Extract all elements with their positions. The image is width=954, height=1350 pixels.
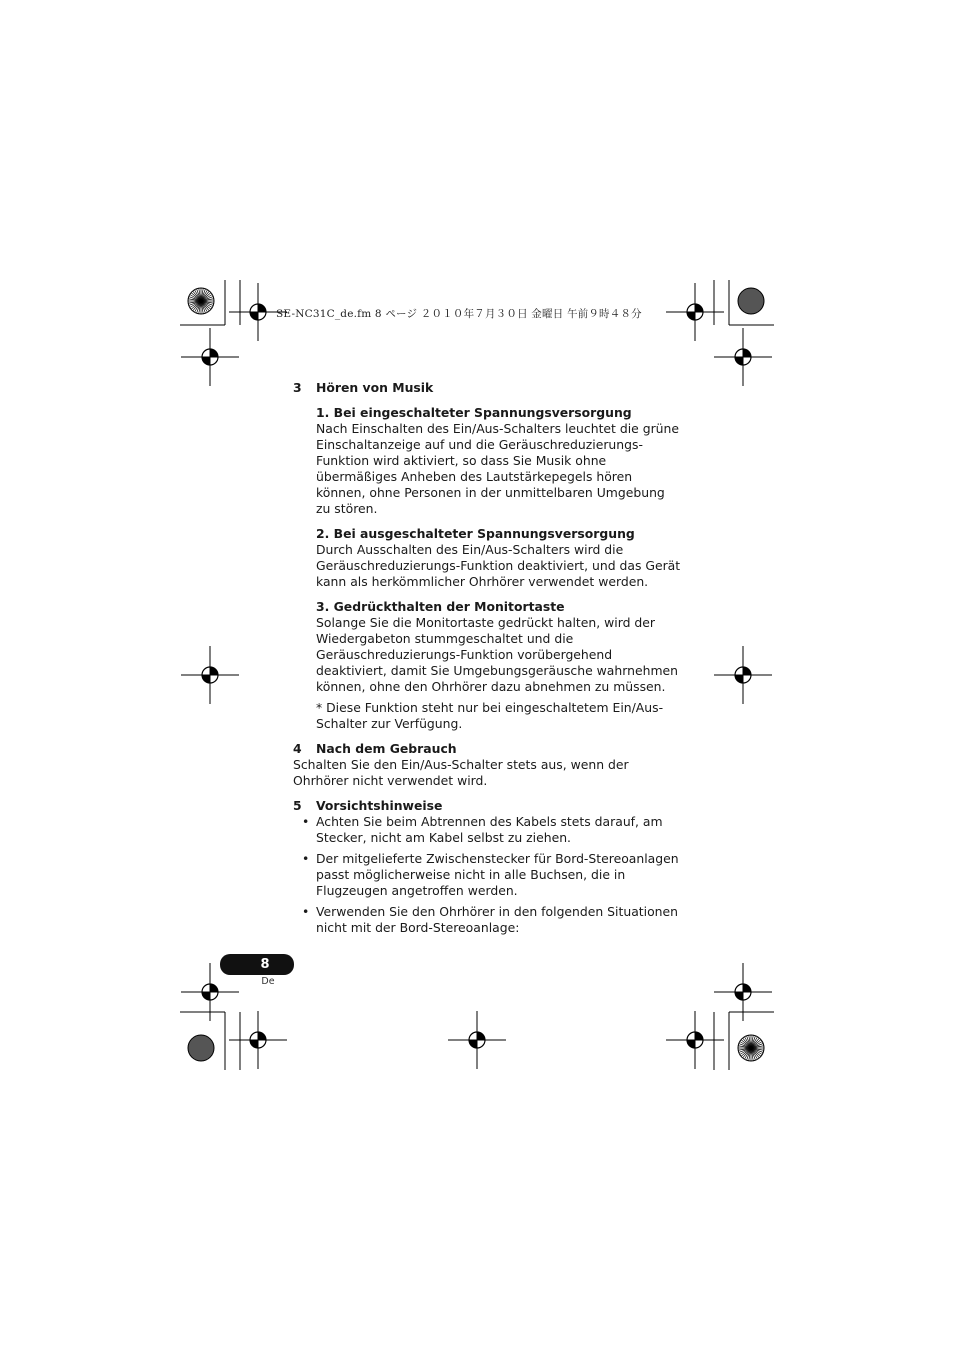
bullet-icon: • [302, 814, 310, 829]
precautions-list [293, 814, 683, 936]
section-precautions [293, 798, 683, 936]
section-title: Nach dem Gebrauch [316, 741, 457, 756]
list-item-text: Der mitgelieferte Zwischenstecker für Bord-Stereoanlagen passt möglicherweise nicht in alle Buchsen, die in Flugzeugen angetroffen werden. [316, 851, 679, 898]
page-number: 8 [260, 957, 270, 972]
section-number: 4 [293, 741, 302, 756]
section-number: 3 [293, 380, 302, 395]
section-listening [293, 380, 683, 732]
bullet-icon: • [302, 904, 310, 919]
file-info-header: SE-NC31C_de.fm 8 ページ ２０１０年７月３０日 金曜日 午前９時４８分 [276, 308, 642, 320]
subsection-body: Nach Einschalten des Ein/Aus-Schalters leuchtet die grüne Einschaltanzeige auf und die Geräuschreduzierungs-Funktion wird aktiviert, so dass Sie Musik ohne übermäßiges Anheben des Lautstärkepegels hören können, ohne Personen in der unmittelbaren Umgebung zu stören. [316, 421, 680, 516]
subsection-power-off [316, 526, 683, 590]
list-item-text: Verwenden Sie den Ohrhörer in den folgenden Situationen nicht mit der Bord-Stereoanlage: [316, 904, 679, 935]
subsection-power-on [316, 405, 683, 517]
list-item [302, 814, 683, 846]
subsection-body: Durch Ausschalten des Ein/Aus-Schalters wird die Geräuschreduzierungs-Funktion deaktiviert, und das Gerät kann als herkömmlicher Ohrhörer verwendet werden. [316, 542, 681, 589]
section-number: 5 [293, 798, 302, 813]
footnote: * Diese Funktion steht nur bei eingeschaltetem Ein/Aus-Schalter zur Verfügung. [316, 700, 664, 731]
language-code: De [261, 976, 275, 987]
subsection-monitor-button [316, 599, 683, 695]
list-item-text: Achten Sie beim Abtrennen des Kabels stets darauf, am Stecker, nicht am Kabel selbst zu ziehen. [316, 814, 663, 845]
section-heading [293, 741, 683, 757]
section-heading [293, 798, 683, 814]
list-item [302, 851, 683, 899]
subsection-body: Solange Sie die Monitortaste gedrückt halten, wird der Wiedergabeton stummgeschaltet und die Geräuschreduzierungs-Funktion vorübergehend deaktiviert, damit Sie Umgebungsgeräusche wahrnehmen können, ohne den Ohrhörer dazu abnehmen zu müssen. [316, 615, 678, 694]
manual-content [293, 380, 683, 941]
subsection-title: 2. Bei ausgeschalteter Spannungsversorgung [316, 526, 635, 541]
section-title: Vorsichtshinweise [316, 798, 443, 813]
list-item [302, 904, 683, 936]
bullet-icon: • [302, 851, 310, 866]
section-heading [293, 380, 683, 396]
section-title: Hören von Musik [316, 380, 434, 395]
subsection-title: 1. Bei eingeschalteter Spannungsversorgung [316, 405, 632, 420]
section-after-use [293, 741, 683, 789]
subsection-title: 3. Gedrückthalten der Monitortaste [316, 599, 565, 614]
section-body: Schalten Sie den Ein/Aus-Schalter stets aus, wenn der Ohrhörer nicht verwendet wird. [293, 757, 629, 788]
